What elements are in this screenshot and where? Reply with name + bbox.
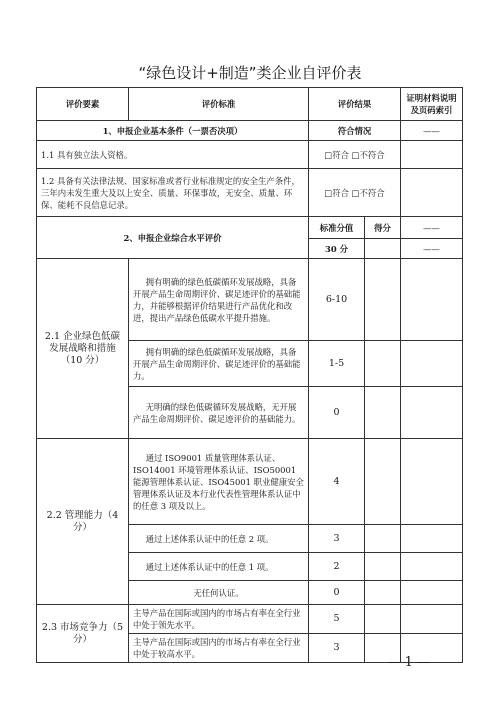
row-2-3-a-score: 5 bbox=[309, 605, 365, 634]
section2-title: 2、申报企业综合水平评价 bbox=[37, 217, 309, 259]
table-header-row bbox=[37, 88, 463, 121]
row-1-1-text: 1.1 具有独立法人资格。 bbox=[37, 141, 309, 169]
row-2-3-b-score: 3 bbox=[309, 634, 365, 663]
row-2-1-b-got[interactable] bbox=[365, 341, 401, 387]
row-2-2-d-text: 无任何认证。 bbox=[129, 581, 309, 605]
row-2-2-a-score: 4 bbox=[309, 439, 365, 525]
section1-title: 1、申报企业基本条件（一票否决项） bbox=[37, 121, 309, 141]
row-2-1-a-got[interactable] bbox=[365, 259, 401, 341]
row-2-2-d-score: 0 bbox=[309, 581, 365, 605]
header-idx: 证明材料说明及页码索引 bbox=[401, 88, 463, 121]
page-footer bbox=[0, 655, 500, 670]
page-title: “绿色设计+制造”类企业自评价表 bbox=[138, 64, 362, 82]
row-2-2-b-text: 通过上述体系认证中的任意 2 项。 bbox=[129, 525, 309, 553]
row-2-1-c-text: 无明确的绿色低碳循环发展战略，无开展产品生命周期评价、碳足迹评价的基础能力。 bbox=[129, 387, 309, 439]
row-2-2-c-score: 2 bbox=[309, 553, 365, 581]
row-2-2-a bbox=[37, 439, 463, 525]
section1-row bbox=[37, 121, 463, 141]
row-1-2 bbox=[37, 169, 463, 217]
header-std: 评价标准 bbox=[129, 88, 309, 121]
group-2-3-label: 2.3 市场竞争力（5 分） bbox=[37, 605, 129, 663]
row-2-1-a-score: 6-10 bbox=[309, 259, 365, 341]
section2-got-header: 得分 bbox=[365, 217, 401, 239]
section2-idx-dash: —— bbox=[401, 217, 463, 239]
self-evaluation-table bbox=[36, 87, 463, 663]
row-2-1-b-score: 1-5 bbox=[309, 341, 365, 387]
section1-idx-dash: —— bbox=[401, 121, 463, 141]
header-req: 评价要素 bbox=[37, 88, 129, 121]
row-2-2-c-got[interactable] bbox=[365, 553, 401, 581]
section2-total-idx-dash: —— bbox=[401, 239, 463, 259]
row-2-3-a-idx[interactable] bbox=[401, 605, 463, 634]
row-2-1-c-got[interactable] bbox=[365, 387, 401, 439]
section2-row bbox=[37, 217, 463, 239]
row-2-2-c-text: 通过上述体系认证中的任意 1 项。 bbox=[129, 553, 309, 581]
row-2-2-b-idx[interactable] bbox=[401, 525, 463, 553]
row-2-1-b-text: 拥有明确的绿色低碳循环发展战略，具备开展产品生命周期评价、碳足迹评价的基础能力。 bbox=[129, 341, 309, 387]
row-2-2-d-got[interactable] bbox=[365, 581, 401, 605]
row-2-2-a-text: 通过 ISO9001 质量管理体系认证、ISO14001 环境管理体系认证、ISO50001 能源管理体系认证、ISO45001 职业健康安全管理体系认证及本行业代表性管理体系认证中的任意 3 项及以上。 bbox=[129, 439, 309, 525]
page-number: — 1 — bbox=[387, 655, 430, 670]
section2-total: 30 分 bbox=[309, 239, 365, 259]
row-2-3-a-got[interactable] bbox=[365, 605, 401, 634]
row-2-1-a-idx[interactable] bbox=[401, 259, 463, 341]
row-1-2-text: 1.2 具备有关法律法规、国家标准或者行业标准规定的安全生产条件，三年内未发生重大及以上安全、质量、环保事故，无安全、质量、环保、能耗不良信息记录。 bbox=[37, 169, 309, 217]
row-1-1 bbox=[37, 141, 463, 169]
row-1-2-checkbox[interactable]: □符合 □不符合 bbox=[309, 169, 401, 217]
row-2-2-b-score: 3 bbox=[309, 525, 365, 553]
row-1-1-idx[interactable] bbox=[401, 141, 463, 169]
group-2-1-label: 2.1 企业绿色低碳发展战略和措施（10 分） bbox=[37, 259, 129, 439]
row-2-3-a-text: 主导产品在国际或国内的市场占有率在全行业中处于领先水平。 bbox=[129, 605, 309, 634]
row-2-2-b-got[interactable] bbox=[365, 525, 401, 553]
header-res: 评价结果 bbox=[309, 88, 401, 121]
row-2-2-c-idx[interactable] bbox=[401, 553, 463, 581]
row-2-3-b-text: 主导产品在国际或国内的市场占有率在全行业中处于较高水平。 bbox=[129, 634, 309, 663]
row-2-3-a bbox=[37, 605, 463, 634]
section1-res-header: 符合情况 bbox=[309, 121, 401, 141]
row-1-2-idx[interactable] bbox=[401, 169, 463, 217]
section2-score-header: 标准分值 bbox=[309, 217, 365, 239]
row-1-1-checkbox[interactable]: □符合 □不符合 bbox=[309, 141, 401, 169]
row-2-2-a-got[interactable] bbox=[365, 439, 401, 525]
group-2-2-label: 2.2 管理能力（4 分） bbox=[37, 439, 129, 605]
section2-total-got[interactable] bbox=[365, 239, 401, 259]
row-2-2-a-idx[interactable] bbox=[401, 439, 463, 525]
row-2-1-c-score: 0 bbox=[309, 387, 365, 439]
row-2-2-d-idx[interactable] bbox=[401, 581, 463, 605]
row-2-1-c-idx[interactable] bbox=[401, 387, 463, 439]
row-2-1-a-text: 拥有明确的绿色低碳循环发展战略，具备开展产品生命周期评价、碳足迹评价的基础能力，并能够根据评价结果进行产品优化和改进，提出产品绿色低碳水平提升措施。 bbox=[129, 259, 309, 341]
row-2-1-a bbox=[37, 259, 463, 341]
row-2-1-b-idx[interactable] bbox=[401, 341, 463, 387]
